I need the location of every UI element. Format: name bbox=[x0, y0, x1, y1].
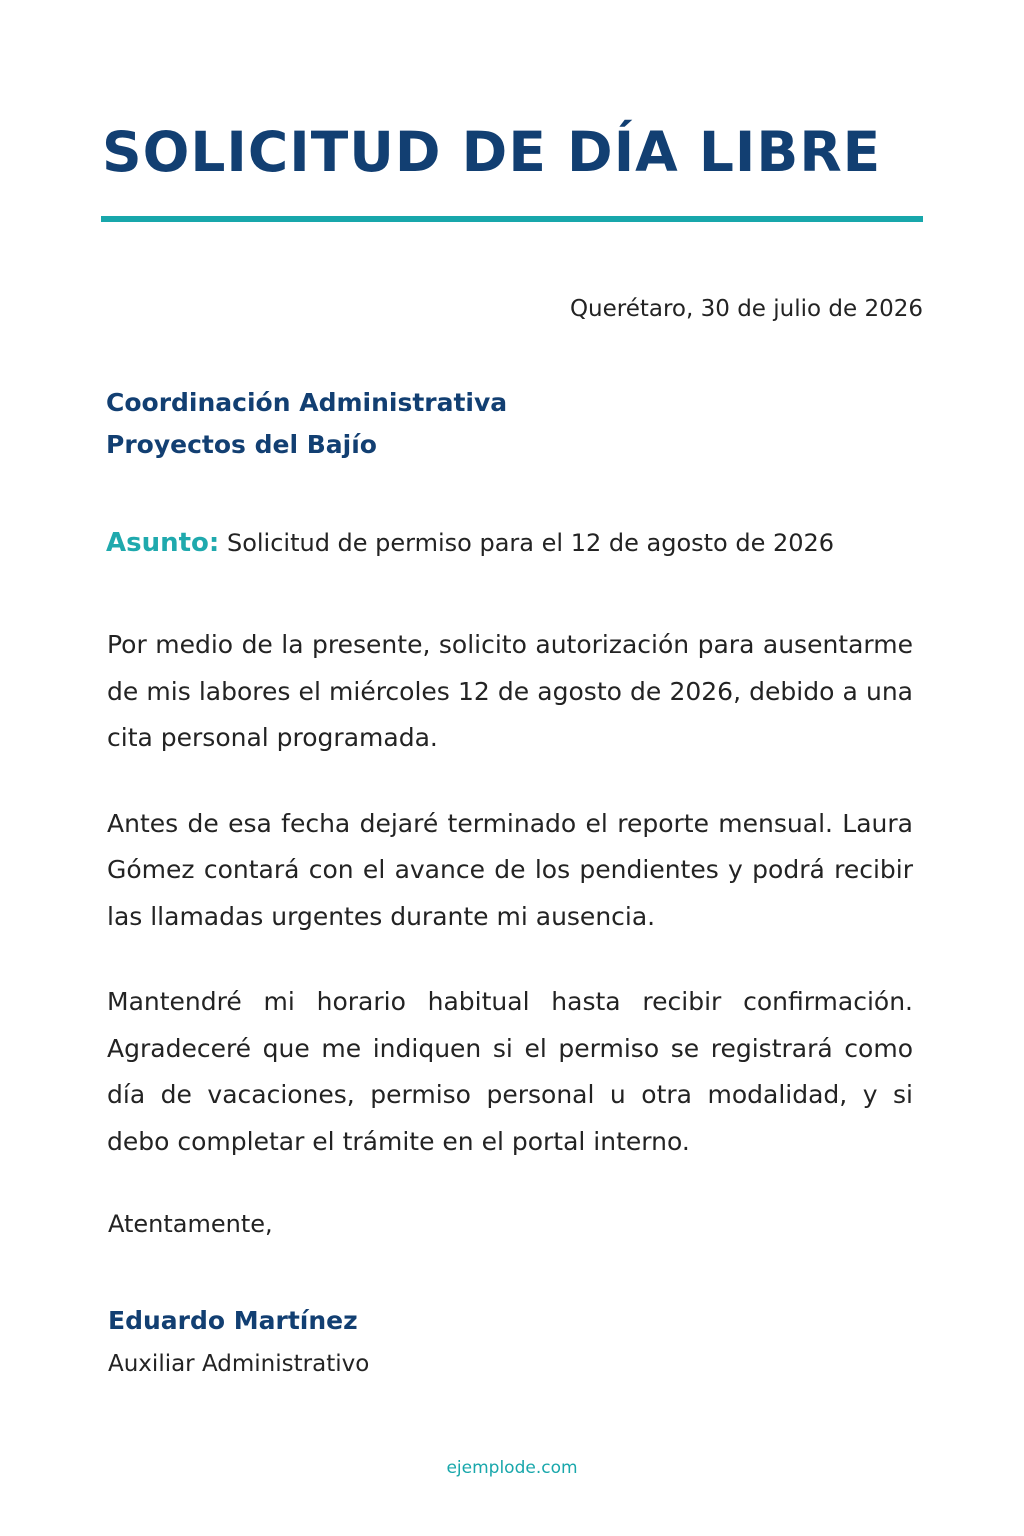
document-title: SOLICITUD DE DÍA LIBRE bbox=[102, 120, 882, 184]
recipient-block bbox=[106, 382, 507, 466]
body-paragraph-1: Por medio de la presente, solicito autorización para ausentarme de mis labores el miércoles 12 de agosto de 2026, debido a una cita personal programada. bbox=[107, 630, 913, 752]
date-line: Querétaro, 30 de julio de 2026 bbox=[569, 296, 923, 322]
subject-label: Asunto: bbox=[106, 528, 220, 558]
recipient-department: Coordinación Administrativa bbox=[106, 388, 508, 417]
recipient-company: Proyectos del Bajío bbox=[106, 430, 377, 459]
closing-salutation: Atentamente, bbox=[108, 1210, 273, 1238]
body-paragraph-3: Mantendré mi horario habitual hasta recibir confirmación. Agradeceré que me indiquen si el permiso se registrará como día de vacaciones, permiso personal u otra modalidad, y si debo completar el trámite en el portal interno. bbox=[107, 987, 913, 1156]
signer-name: Eduardo Martínez bbox=[108, 1306, 358, 1335]
subject-text: Solicitud de permiso para el 12 de agosto de 2026 bbox=[226, 529, 835, 557]
footer-watermark: ejemplode.com bbox=[446, 1458, 578, 1478]
subject-line bbox=[106, 524, 834, 562]
body-paragraph-2: Antes de esa fecha dejaré terminado el reporte mensual. Laura Gómez contará con el avance de los pendientes y podrá recibir las llamadas urgentes durante mi ausencia. bbox=[107, 808, 913, 931]
title-divider bbox=[101, 216, 923, 222]
letter-body bbox=[107, 622, 913, 1204]
signer-role: Auxiliar Administrativo bbox=[108, 1351, 370, 1377]
